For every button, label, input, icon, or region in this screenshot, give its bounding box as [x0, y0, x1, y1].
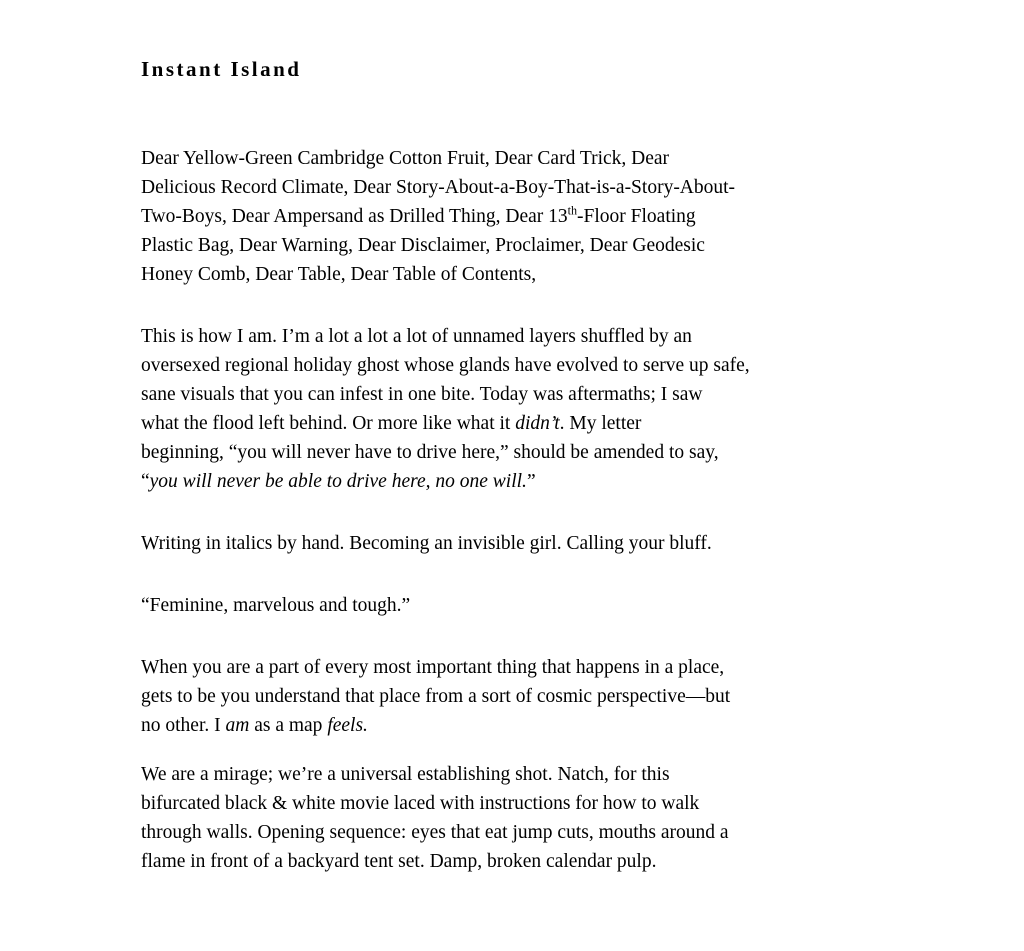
paragraph-feminine-quote: [141, 591, 889, 620]
text-run: “Feminine, marvelous and tough.”: [141, 595, 411, 616]
text-run: Two-Boys, Dear Ampersand as Drilled Thing, Dear 13: [141, 206, 568, 227]
text-run: bifurcated black & white movie laced with instructions for how to walk: [141, 793, 700, 814]
text-run: Plastic Bag, Dear Warning, Dear Disclaimer, Proclaimer, Dear Geodesic: [141, 235, 705, 256]
text-run: . My letter: [559, 413, 642, 434]
text-run: This is how I am. I’m a lot a lot a lot of unnamed layers shuffled by an: [141, 326, 692, 347]
paragraph-salutation: [141, 144, 889, 289]
text-run: Writing in italics by hand. Becoming an invisible girl. Calling your bluff.: [141, 533, 712, 554]
text-run: We are a mirage; we’re a universal establishing shot. Natch, for this: [141, 764, 670, 785]
paragraph-this-is-how-i-am: [141, 322, 889, 496]
text-run: what the flood left behind. Or more like what it: [141, 413, 516, 434]
text-run: Honey Comb, Dear Table, Dear Table of Contents,: [141, 264, 537, 285]
paragraph-cosmic-perspective: [141, 653, 889, 740]
text-run: Delicious Record Climate, Dear Story-About-a-Boy-That-is-a-Story-About-: [141, 177, 736, 198]
text-run: you will never be able to drive here, no one will.: [149, 471, 527, 492]
text-run: as a map: [249, 715, 328, 736]
paragraph-we-are-a-mirage: [141, 760, 889, 876]
text-run: When you are a part of every most important thing that happens in a place,: [141, 657, 725, 678]
text-run: through walls. Opening sequence: eyes that eat jump cuts, mouths around a: [141, 822, 729, 843]
text-run: sane visuals that you can infest in one bite. Today was aftermaths; I saw: [141, 384, 703, 405]
paragraph-writing-in-italics: [141, 529, 889, 558]
text-run: ”: [526, 471, 536, 492]
text-run: “: [141, 471, 150, 492]
text-run: feels.: [327, 715, 368, 736]
text-run: am: [225, 715, 250, 736]
text-run: gets to be you understand that place from a sort of cosmic perspective—but: [141, 686, 731, 707]
text-run: no other. I: [141, 715, 226, 736]
text-run: oversexed regional holiday ghost whose glands have evolved to serve up safe,: [141, 355, 750, 376]
text-run: flame in front of a backyard tent set. Damp, broken calendar pulp.: [141, 851, 657, 872]
text-run: Dear Yellow-Green Cambridge Cotton Fruit, Dear Card Trick, Dear: [141, 148, 670, 169]
text-run: -Floor Floating: [577, 206, 696, 227]
page-title: Instant Island: [141, 57, 302, 81]
text-run: beginning, “you will never have to drive here,” should be amended to say,: [141, 442, 719, 463]
text-run: th: [567, 203, 578, 218]
text-run: didn’t: [515, 413, 560, 434]
